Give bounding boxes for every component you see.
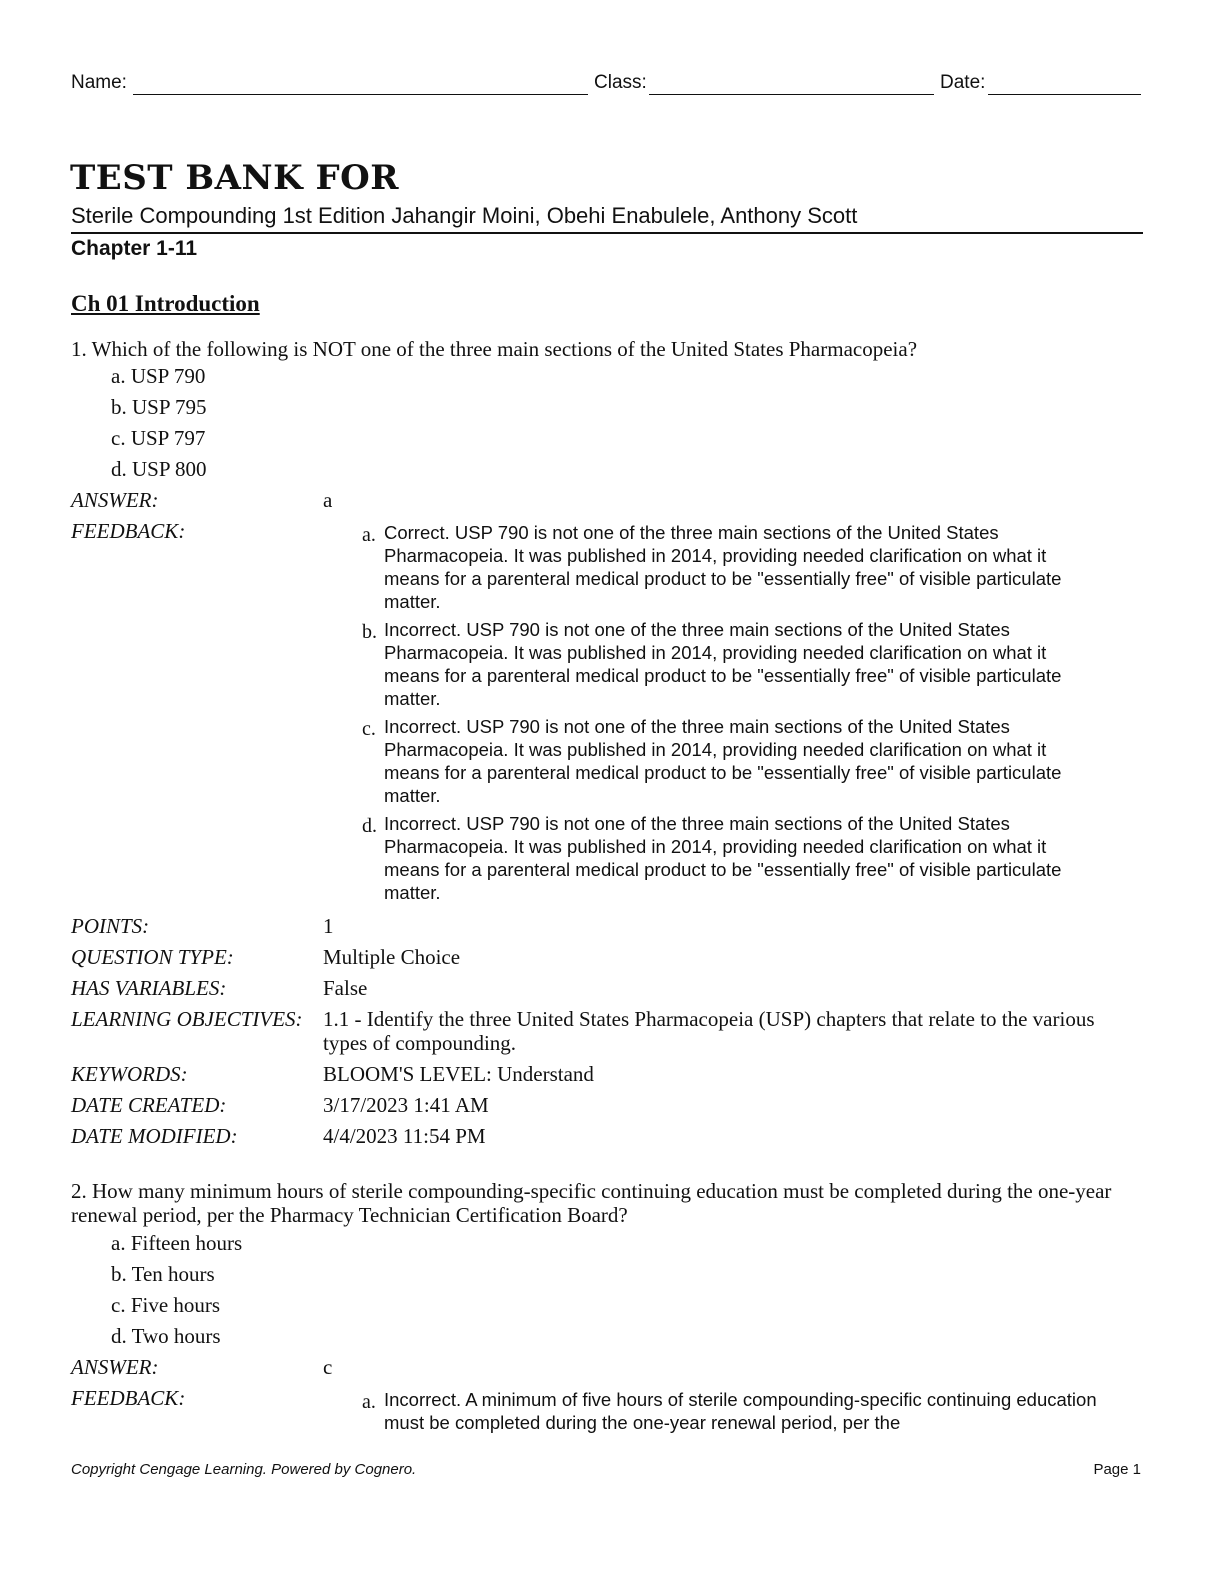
chapter-range: Chapter 1-11 — [71, 237, 198, 260]
feedback-text: Incorrect. USP 790 is not one of the three main sections of the United States Pharmacopeia. It was published in 2014, providing needed clarification on what it means for a parenteral medical product to be "essentially free" of visible particulate matter. — [384, 619, 1062, 709]
q2-answer-label: ANSWER: — [71, 1355, 159, 1379]
date-label: Date: — [940, 72, 986, 93]
q1-has-variables-value: False — [323, 976, 368, 1000]
q1-date-modified-value: 4/4/2023 11:54 PM — [323, 1124, 486, 1148]
q2-option-c: c. Five hours — [111, 1293, 221, 1317]
copyright-footer: Copyright Cengage Learning. Powered by Cognero. — [71, 1461, 417, 1478]
q1-date-created-value: 3/17/2023 1:41 AM — [323, 1093, 489, 1117]
q1-keywords-value: BLOOM'S LEVEL: Understand — [323, 1062, 594, 1086]
q2-option-d: d. Two hours — [111, 1324, 221, 1348]
q1-points-label: POINTS: — [71, 914, 150, 938]
q2-option-b: b. Ten hours — [111, 1262, 215, 1286]
q1-question-type-value: Multiple Choice — [323, 945, 461, 969]
feedback-letter: a. — [362, 1391, 376, 1413]
feedback-text: Incorrect. USP 790 is not one of the three main sections of the United States Pharmacopeia. It was published in 2014, providing needed clarification on what it means for a parenteral medical product to be "essentially free" of visible particulate matter. — [384, 813, 1062, 903]
feedback-letter: b. — [362, 621, 377, 643]
student-info-header — [71, 72, 1143, 98]
q1-date-created-label: DATE CREATED: — [71, 1093, 227, 1117]
q1-points-value: 1 — [323, 914, 334, 938]
q1-feedback-label: FEEDBACK: — [71, 519, 186, 543]
question-2-text: 2. How many minimum hours of sterile compounding-specific continuing education must be completed during the one-year renewal period, per the Pharmacy Technician Certification Board? — [71, 1179, 1112, 1227]
q1-answer-value: a — [323, 488, 333, 512]
feedback-text: Correct. USP 790 is not one of the three main sections of the United States Pharmacopeia. It was published in 2014, providing needed clarification on what it means for a parenteral medical product to be "essentially free" of visible particulate matter. — [384, 522, 1062, 612]
book-subtitle: Sterile Compounding 1st Edition Jahangir Moini, Obehi Enabulele, Anthony Scott — [71, 203, 858, 228]
name-field[interactable] — [133, 94, 588, 95]
feedback-letter: d. — [362, 815, 377, 837]
q1-keywords-label: KEYWORDS: — [71, 1062, 188, 1086]
q1-question-type-label: QUESTION TYPE: — [71, 945, 234, 969]
feedback-letter: a. — [362, 524, 376, 546]
q1-answer-label: ANSWER: — [71, 488, 159, 512]
q2-feedback-label: FEEDBACK: — [71, 1386, 186, 1410]
section-heading: Ch 01 Introduction — [71, 291, 260, 316]
page-number: Page 1 — [1093, 1461, 1141, 1478]
q1-option-c: c. USP 797 — [111, 426, 206, 450]
class-field[interactable] — [649, 94, 934, 95]
q1-option-a: a. USP 790 — [111, 364, 206, 388]
question-1-text: 1. Which of the following is NOT one of the three main sections of the United States Pharmacopeia? — [71, 337, 918, 361]
q1-learning-objectives-label: LEARNING OBJECTIVES: — [71, 1007, 303, 1031]
feedback-text: Incorrect. A minimum of five hours of sterile compounding-specific continuing education must be completed during the one-year renewal period, per the — [384, 1389, 1097, 1433]
title-divider — [71, 232, 1143, 234]
feedback-text: Incorrect. USP 790 is not one of the three main sections of the United States Pharmacopeia. It was published in 2014, providing needed clarification on what it means for a parenteral medical product to be "essentially free" of visible particulate matter. — [384, 716, 1062, 806]
class-label: Class: — [594, 72, 647, 93]
q2-answer-value: c — [323, 1355, 333, 1379]
q2-option-a: a. Fifteen hours — [111, 1231, 243, 1255]
feedback-letter: c. — [362, 718, 376, 740]
date-field[interactable] — [988, 94, 1141, 95]
q1-learning-objectives-value: 1.1 - Identify the three United States Pharmacopeia (USP) chapters that relate to the various types of compounding. — [323, 1007, 1095, 1055]
name-label: Name: — [71, 72, 127, 93]
q1-date-modified-label: DATE MODIFIED: — [71, 1124, 238, 1148]
q1-has-variables-label: HAS VARIABLES: — [71, 976, 227, 1000]
q1-option-b: b. USP 795 — [111, 395, 207, 419]
q1-option-d: d. USP 800 — [111, 457, 207, 481]
document-title: TEST BANK FOR — [70, 158, 400, 198]
